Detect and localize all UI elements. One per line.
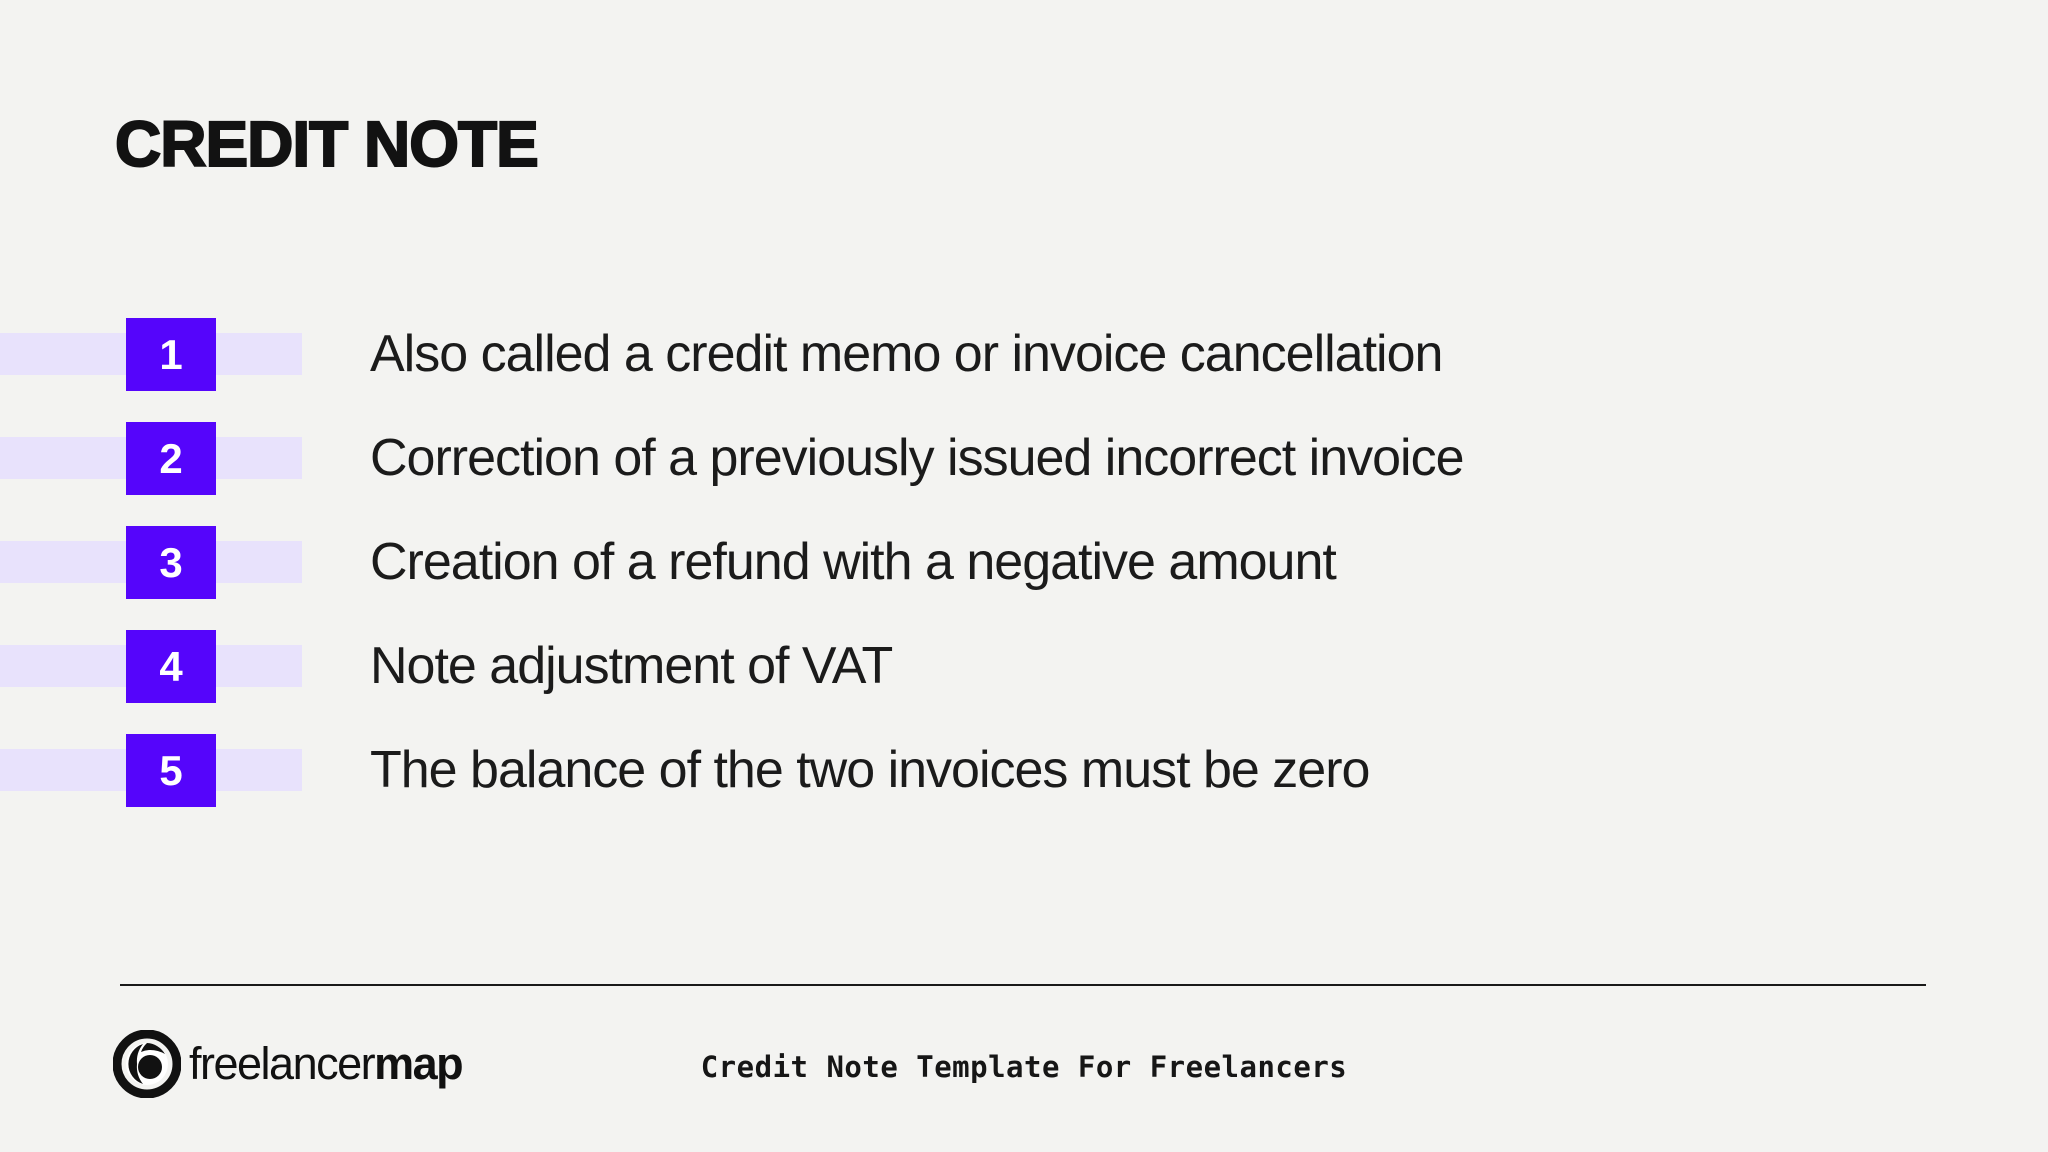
item-text: Also called a credit memo or invoice cancellation <box>370 325 1443 383</box>
list-item <box>0 318 2048 391</box>
item-number-badge: 5 <box>126 734 216 807</box>
footer-caption: Credit Note Template For Freelancers <box>700 1050 1348 1084</box>
freelancermap-logo <box>113 1030 462 1098</box>
logo-text-regular: freelancer <box>189 1038 375 1089</box>
item-text: Note adjustment of VAT <box>370 637 893 695</box>
item-number-badge: 1 <box>126 318 216 391</box>
list-item <box>0 526 2048 599</box>
item-text: Correction of a previously issued incorrect invoice <box>370 429 1464 487</box>
list-item <box>0 422 2048 495</box>
item-number-badge: 2 <box>126 422 216 495</box>
item-text: Creation of a refund with a negative amount <box>370 533 1336 591</box>
list-item <box>0 734 2048 807</box>
footer-divider <box>120 984 1926 986</box>
item-number-badge: 4 <box>126 630 216 703</box>
item-number-badge: 3 <box>126 526 216 599</box>
page-title: CREDIT NOTE <box>115 108 538 180</box>
list-item <box>0 630 2048 703</box>
freelancermap-wordmark <box>189 1038 462 1090</box>
logo-text-bold: map <box>374 1038 463 1089</box>
item-text: The balance of the two invoices must be zero <box>370 741 1370 799</box>
freelancermap-logo-icon <box>113 1030 181 1098</box>
